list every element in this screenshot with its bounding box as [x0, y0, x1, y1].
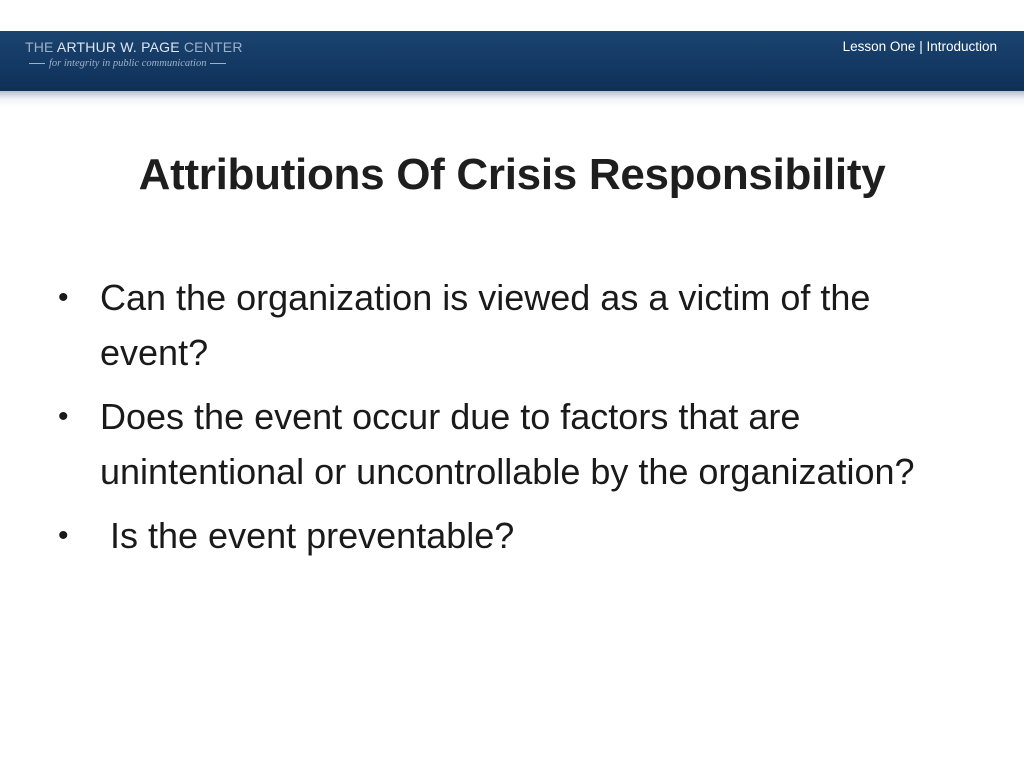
tagline-dash-left — [29, 63, 45, 64]
bullet-marker: • — [58, 281, 69, 314]
lesson-label: Lesson One | Introduction — [842, 39, 997, 54]
bullet-item — [52, 389, 952, 499]
bullet-text: Is the event preventable? — [110, 515, 515, 556]
bullet-item — [52, 508, 952, 563]
bullet-text: Does the event occur due to factors that are unintentional or uncontrollable by the organization? — [100, 396, 915, 492]
logo-prefix: THE — [25, 39, 57, 55]
bullet-text: Can the organization is viewed as a victim of the event? — [100, 277, 871, 373]
bullet-marker: • — [58, 400, 69, 433]
bullet-item — [52, 270, 952, 380]
logo-name-text: ARTHUR W. PAGE — [56, 39, 180, 55]
logo-suffix: CENTER — [179, 39, 243, 55]
bullet-marker: • — [58, 519, 69, 552]
logo-tagline: for integrity in public communication — [49, 58, 207, 69]
slide-title: Attributions Of Crisis Responsibility — [138, 150, 886, 199]
tagline-dash-right — [210, 63, 226, 64]
bullet-list — [52, 270, 952, 572]
logo-name — [25, 39, 243, 55]
logo — [25, 39, 243, 69]
header-shadow — [0, 91, 1024, 107]
logo-tagline-row — [25, 58, 243, 69]
